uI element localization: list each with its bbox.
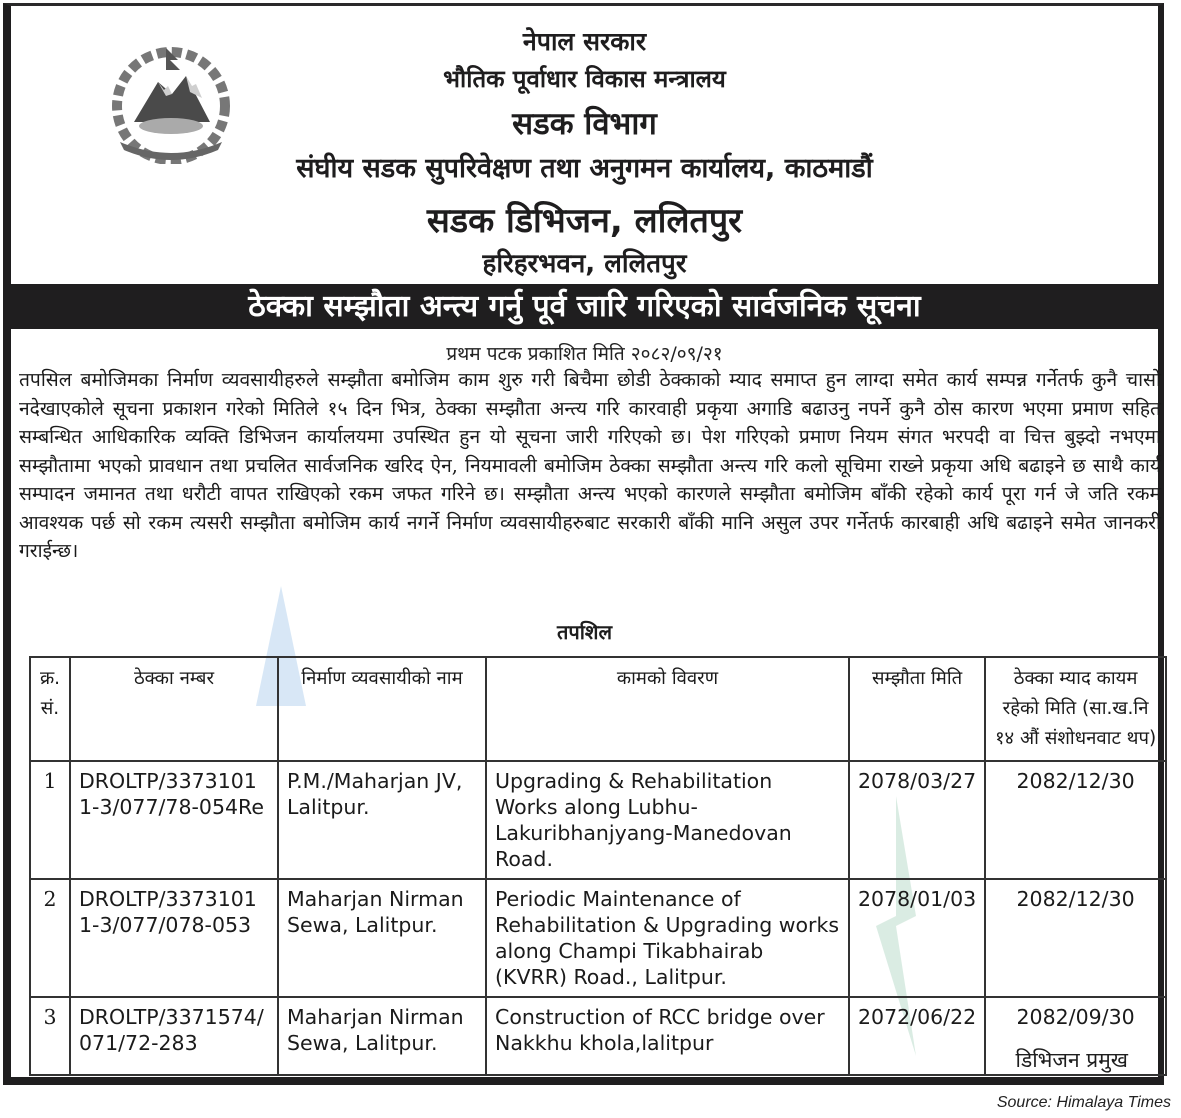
row-contract-no: DROLTP/3373101 1-3/077/78-054Re xyxy=(70,761,278,879)
header-department: सडक विभाग xyxy=(512,106,657,142)
row-agreement-date: 2078/03/27 xyxy=(849,761,985,879)
header-government: नेपाल सरकार xyxy=(522,27,647,56)
header-ministry: भौतिक पूर्वाधार विकास मन्त्रालय xyxy=(443,65,726,93)
row-description: Periodic Maintenance of Rehabilitation & Upgrading works along Champi Tikabhairab (KVRR) Road., Lalitpur. xyxy=(486,879,849,997)
source-credit: Source: Himalaya Times xyxy=(996,1094,1171,1111)
row-agreement-date: 2078/01/03 xyxy=(849,879,985,997)
row-valid-until: 2082/12/30 xyxy=(985,879,1166,997)
row-valid-until: 2082/12/30 xyxy=(985,761,1166,879)
row-contractor: Maharjan Nirman Sewa, Lalitpur. xyxy=(278,879,486,997)
row-sn: 2 xyxy=(30,879,70,997)
row-agreement-date: 2072/06/22 xyxy=(849,997,985,1075)
row-contractor: Maharjan Nirman Sewa, Lalitpur. xyxy=(278,997,486,1075)
publication-date: प्रथम पटक प्रकाशित मिति २०८२/०९/२१ xyxy=(446,343,723,365)
table-caption: तपशिल xyxy=(556,620,613,644)
header-valid-until: ठेक्का म्याद कायम रहेको मिति (सा.ख.नि १४ औं संशोधनवाट थप) xyxy=(985,657,1166,761)
row-valid-until: 2082/09/30 xyxy=(985,997,1166,1075)
row-contractor: P.M./Maharjan JV, Lalitpur. xyxy=(278,761,486,879)
row-sn: 1 xyxy=(30,761,70,879)
row-contract-no: DROLTP/3373101 1-3/077/078-053 xyxy=(70,879,278,997)
table-header-row xyxy=(30,657,1166,761)
header-description: कामको विवरण xyxy=(486,657,849,761)
contracts-table xyxy=(29,656,1167,1076)
header-contractor: निर्माण व्यवसायीको नाम xyxy=(278,657,486,761)
table-row xyxy=(30,761,1166,879)
row-sn: 3 xyxy=(30,997,70,1075)
signature-division-chief: डिभिजन प्रमुख xyxy=(1015,1048,1128,1072)
row-description: Upgrading & Rehabilitation Works along Lubhu-Lakuribhanjyang-Manedovan Road. xyxy=(486,761,849,879)
header-address: हरिहरभवन, ललितपुर xyxy=(482,249,687,279)
table-row xyxy=(30,879,1166,997)
header-office: संघीय सडक सुपरिवेक्षण तथा अनुगमन कार्यालय, काठमाडौं xyxy=(296,153,873,184)
row-contract-no: DROLTP/3371574/ 071/72-283 xyxy=(70,997,278,1075)
header-division: सडक डिभिजन, ललितपुर xyxy=(426,201,743,241)
header-agreement-date: सम्झौता मिति xyxy=(849,657,985,761)
header-sn: क्र. सं. xyxy=(30,657,70,761)
header-contract-no: ठेक्का नम्बर xyxy=(70,657,278,761)
notice-body: तपसिल बमोजिमका निर्माण व्यवसायीहरुले सम्झौता बमोजिम काम शुरु गरी बिचैमा छोडी ठेक्काको म्याद समाप्त हुन लाग्दा समेत कार्य सम्पन्न गर्नेतर्फ कुनै चासो नदेखाएकोले सूचना प्रकाशन गरेको मितिले १५ दिन भित्र, ठेक्का सम्झौता अन्त्य गरि कारवाही प्रकृया अगाडि बढाउनु नपर्ने कुनै ठोस कारण भएमा प्रमाण सहित सम्बन्धित आधिकारिक व्यक्ति डिभिजन कार्यालयमा उपस्थित हुन यो सूचना जारी गरिएको छ। पेश गरिएको प्रमाण नियम संगत भरपदी वा चित्त बुझ्दो नभएमा सम्झौतामा भएको प्रावधान तथा प्रचलित सार्वजनिक खरिद ऐन, नियमावली बमोजिम ठेक्का सम्झौता अन्त्य गरि कलो सूचिमा राख्ने प्रकृया अधि बढाइने छ साथै कार्य सम्पादन जमानत तथा धरौटी वापत राखिएको रकम जफत गरिने छ। सम्झौता अन्त्य भएको कारणले सम्झौता बमोजिम बाँकी रहेको कार्य पूरा गर्न जे जति रकम आवश्यक पर्छ सो रकम त्यसरी सम्झौता बमोजिम कार्य नगर्ने निर्माण व्यवसायीहरुबाट सरकारी बाँकी मानि असुल उपर गर्नेतर्फ कारबाही अधि बढाइने समेत जानकरी गराईन्छ। xyxy=(19,368,1161,562)
notice-frame xyxy=(3,3,1164,1085)
table-row xyxy=(30,997,1166,1075)
row-description: Construction of RCC bridge over Nakkhu khola,lalitpur xyxy=(486,997,849,1075)
notice-title-banner: ठेक्का सम्झौता अन्त्य गर्नु पूर्व जारि गरिएको सार्वजनिक सूचना xyxy=(11,284,1158,329)
